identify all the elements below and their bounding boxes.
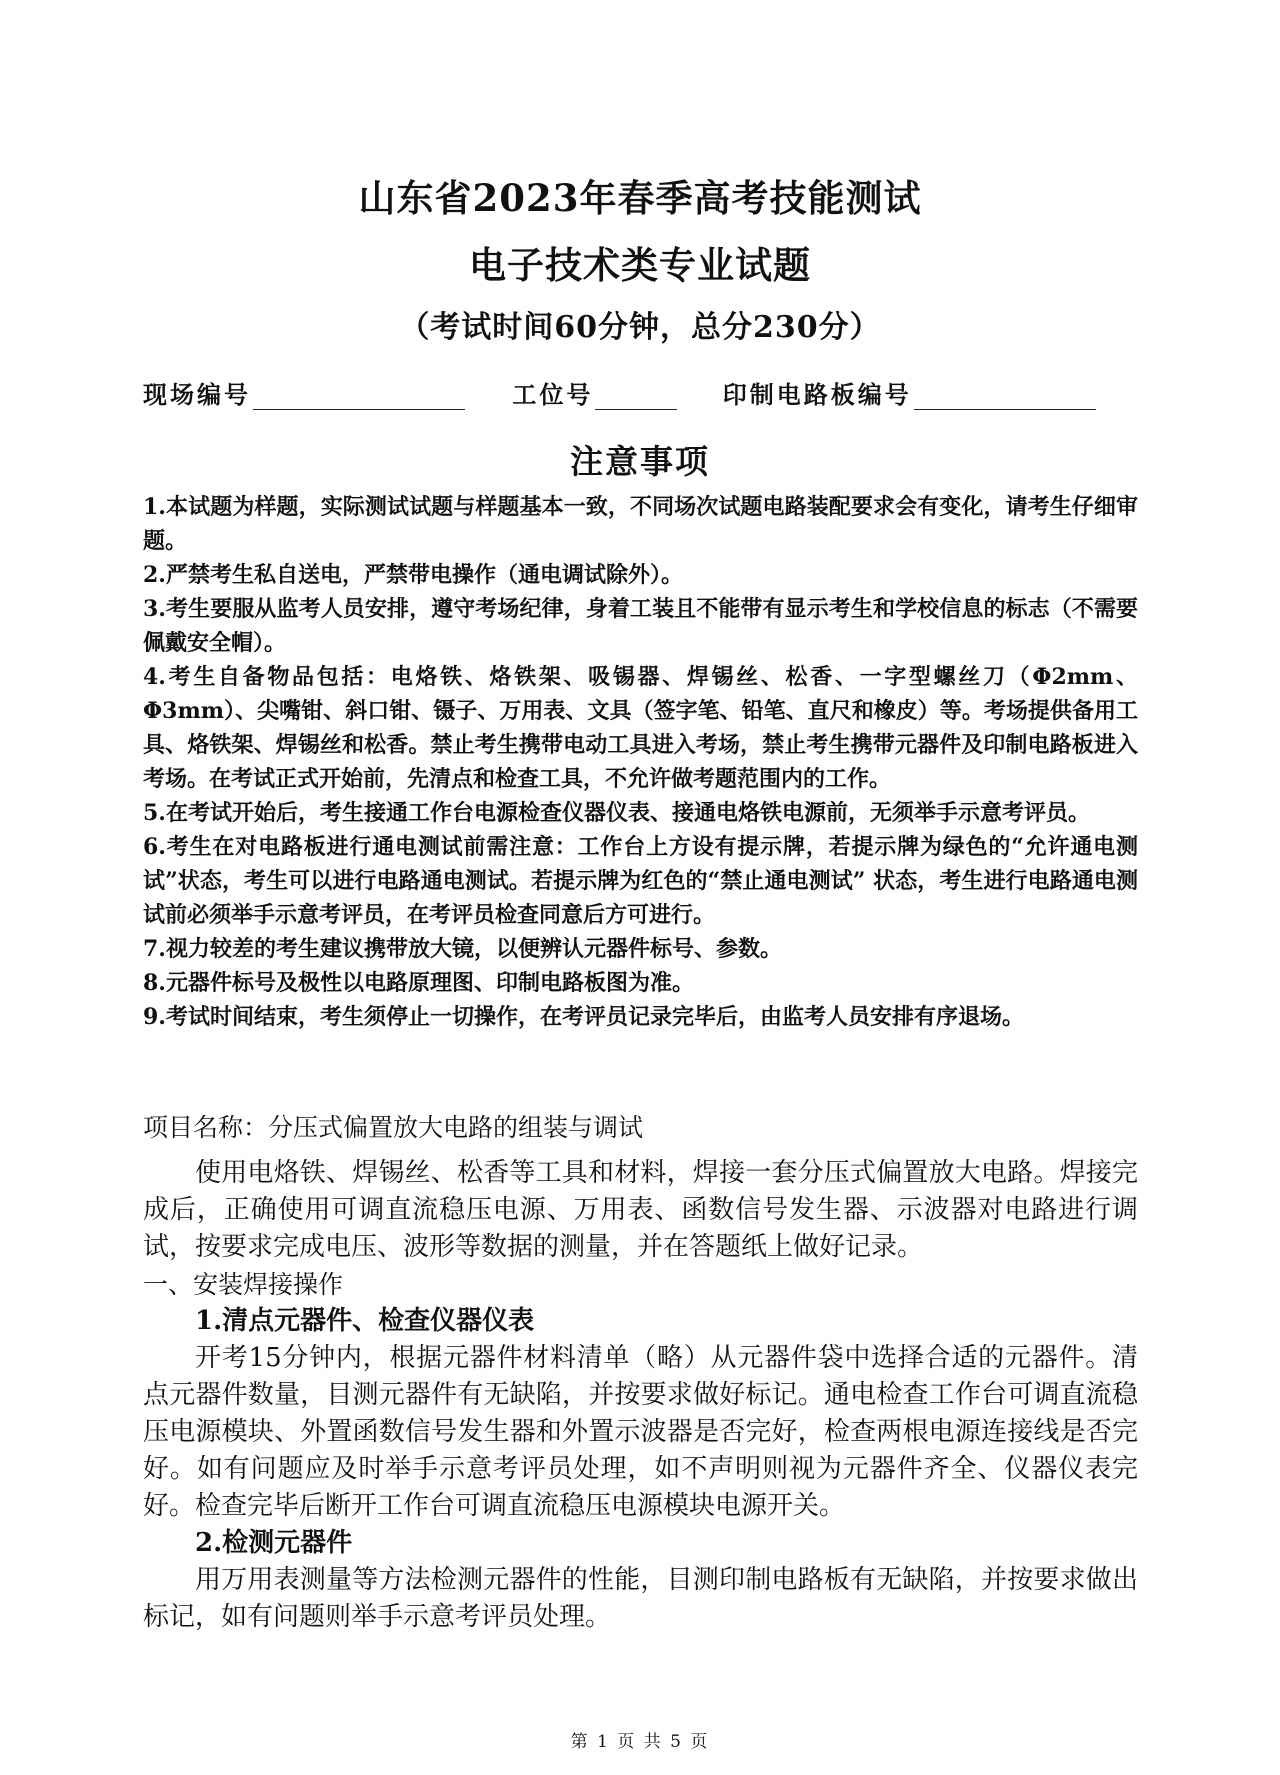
subsection-paragraph: 用万用表测量等方法检测元器件的性能，目测印制电路板有无缺陷，并按要求做出标记，如有问题则举手示意考评员处理。	[143, 1565, 1138, 1632]
notice-item: 2.严禁考生私自送电，严禁带电操作（通电调试除外）。	[143, 562, 683, 588]
notice-item: 6.考生在对电路板进行通电测试前需注意：工作台上方设有提示牌，若提示牌为绿色的“允许通电测试”状态，考生可以进行电路通电测试。若提示牌为红色的“禁止通电测试” 状态，考生进行电路通电测试前必须举手示意考评员，在考评员检查同意后方可进行。	[143, 834, 1138, 928]
station-number-label: 工位号	[512, 380, 594, 409]
project-intro: 使用电烙铁、焊锡丝、松香等工具和材料，焊接一套分压式偏置放大电路。焊接完成后，正确使用可调直流稳压电源、万用表、函数信号发生器、示波器对电路进行调试，按要求完成电压、波形等数据的测量，并在答题纸上做好记录。	[143, 1158, 1138, 1262]
subsection-heading: 1.清点元器件、检查仪器仪表	[195, 1306, 535, 1336]
notice-heading: 注意事项	[570, 442, 710, 481]
exam-title: 山东省2023年春季高考技能测试	[358, 176, 922, 220]
notice-item: 9.考试时间结束，考生须停止一切操作，在考评员记录完毕后，由监考人员安排有序退场。	[143, 1004, 1024, 1030]
station-number-blank	[595, 385, 677, 410]
candidate-fields	[143, 375, 1143, 410]
notice-item: 5.在考试开始后，考生接通工作台电源检查仪器仪表、接通电烙铁电源前，无须举手示意考评员。	[143, 800, 1090, 826]
site-number-label: 现场编号	[143, 380, 251, 409]
station-number-field	[512, 375, 677, 410]
notice-item: 8.元器件标号及极性以电路原理图、印制电路板图为准。	[143, 970, 694, 996]
page-number: 第 1 页 共 5 页	[570, 1732, 710, 1752]
pcb-number-label: 印制电路板编号	[722, 380, 912, 409]
project-body	[143, 1155, 1138, 1636]
notice-item: 7.视力较差的考生建议携带放大镜，以便辨认元器件标号、参数。	[143, 936, 782, 962]
exam-subtitle: 电子技术类专业试题	[469, 243, 811, 287]
notice-list	[143, 490, 1138, 1034]
notice-item: 1.本试题为样题，实际测试试题与样题基本一致，不同场次试题电路装配要求会有变化，请考生仔细审题。	[143, 494, 1138, 554]
site-number-field	[143, 375, 465, 410]
exam-time-score: （考试时间60分钟，总分230分）	[399, 310, 881, 345]
notice-item: 4.考生自备物品包括：电烙铁、烙铁架、吸锡器、焊锡丝、松香、一字型螺丝刀（Φ2mm、Φ3mm）、尖嘴钳、斜口钳、镊子、万用表、文具（签字笔、铅笔、直尺和橡皮）等。考场提供备用工具、烙铁架、焊锡丝和松香。禁止考生携带电动工具进入考场，禁止考生携带元器件及印制电路板进入考场。在考试正式开始前，先清点和检查工具，不允许做考题范围内的工作。	[143, 664, 1138, 792]
project-name: 项目名称：分压式偏置放大电路的组装与调试	[143, 1113, 644, 1142]
subsection-heading: 2.检测元器件	[195, 1528, 353, 1558]
pcb-number-field	[723, 375, 1096, 410]
notice-item: 3.考生要服从监考人员安排，遵守考场纪律，身着工装且不能带有显示考生和学校信息的标志（不需要佩戴安全帽）。	[143, 596, 1138, 656]
site-number-blank	[253, 385, 465, 410]
pcb-number-blank	[914, 385, 1096, 410]
section-heading: 一、安装焊接操作	[143, 1270, 344, 1299]
subsection-paragraph: 开考15分钟内，根据元器件材料清单（略）从元器件袋中选择合适的元器件。清点元器件数量，目测元器件有无缺陷，并按要求做好标记。通电检查工作台可调直流稳压电源模块、外置函数信号发生器和外置示波器是否完好，检查两根电源连接线是否完好。如有问题应及时举手示意考评员处理，如不声明则视为元器件齐全、仪器仪表完好。检查完毕后断开工作台可调直流稳压电源模块电源开关。	[143, 1343, 1138, 1521]
